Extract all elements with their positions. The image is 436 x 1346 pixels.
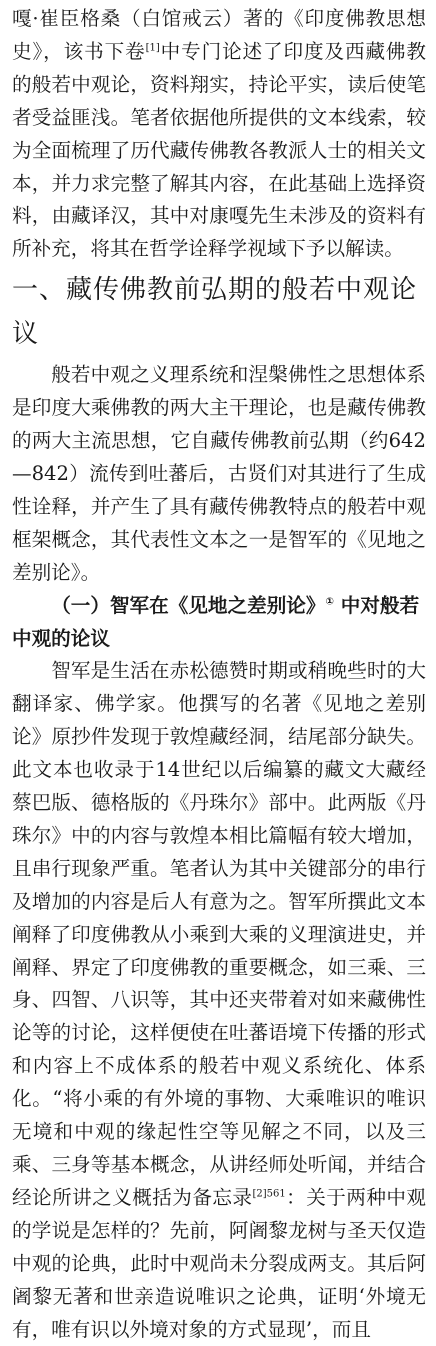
intro-text-part1: 嘎·崔臣格桑（白馆戒云）著的《印度佛教思想史》，该书下卷	[12, 7, 426, 63]
footnote-marker: ①	[325, 596, 334, 608]
citation-ref-2: [2]561	[252, 1188, 286, 1200]
citation-ref-1: [1]	[145, 42, 160, 54]
intro-paragraph	[12, 0, 426, 266]
subsection-heading-part1: （一）智军在《见地之差别论》	[51, 593, 326, 617]
subsection-heading-part2: 中对般若中观的论议	[12, 593, 420, 650]
body-text-part1: 智军是生活在赤松德赞时期或稍晚些时的大翻译家、佛学家。他撰写的名著《见地之差别论》原抄件发现于敦煌藏经洞，结尾部分缺失。此文本也收录于14世纪以后编纂的藏文大藏经蔡巴版、德格版的《丹珠尔》部中。此两版《丹珠尔》中的内容与敦煌本相比篇幅有较大增加，且串行现象严重。笔者认为其中关键部分的串行及增加的内容是后人有意为之。智军所撰此文本阐释了印度佛教从小乘到大乘的义理演进史，并阐释、界定了印度佛教的重要概念，如三乘、三身、四智、八识等，其中还夹带着对如来藏佛性论等的讨论，这样便使在吐蕃语境下传播的形式和内容上不成体系的般若中观义系统化、体系化。“将小乘的有外境的事物、大乘唯识的唯识无境和中观的缘起性空等见解之不同，以及三乘、三身等基本概念，从讲经师处听闻，并结合经论所讲之义概括为备忘录	[12, 659, 426, 1209]
section-paragraph: 般若中观之义理系统和涅槃佛性之思想体系是印度大乘佛教的两大主干理论，也是藏传佛教的两大主流思想，它自藏传佛教前弘期（约642—842）流传到吐蕃后，古贤们对其进行了生成性诠释，并产生了具有藏传佛教特点的般若中观框架概念，其代表性文本之一是智军的《见地之差别论》。	[12, 363, 426, 584]
body-text-part2: ：关于两种中观的学说是怎样的？先前，阿阇黎龙树与圣天仅造中观的论典，此时中观尚未分裂成两支。其后阿阇黎无著和世亲造说唯识之论典，证明‘外境无有，唯有识以外境对象的方式显现’，而且	[12, 1185, 427, 1341]
section-heading: 一、藏传佛教前弘期的般若中观论议	[12, 275, 418, 350]
intro-text-part2: 中专门论述了印度及西藏佛教的般若中观论，资料翔实，持论平实，读后使笔者受益匪浅。笔者依据他所提供的文本线索，较为全面梳理了历代藏传佛教各教派人士的相关文本，并力求完整了解其内容，在此基础上选择资料，由藏译汉，其中对康嘎先生未涉及的资料有所补充，将其在哲学诠释学视域下予以解读。	[12, 39, 427, 261]
body-paragraph	[12, 655, 426, 1346]
subsection-heading	[12, 590, 426, 656]
